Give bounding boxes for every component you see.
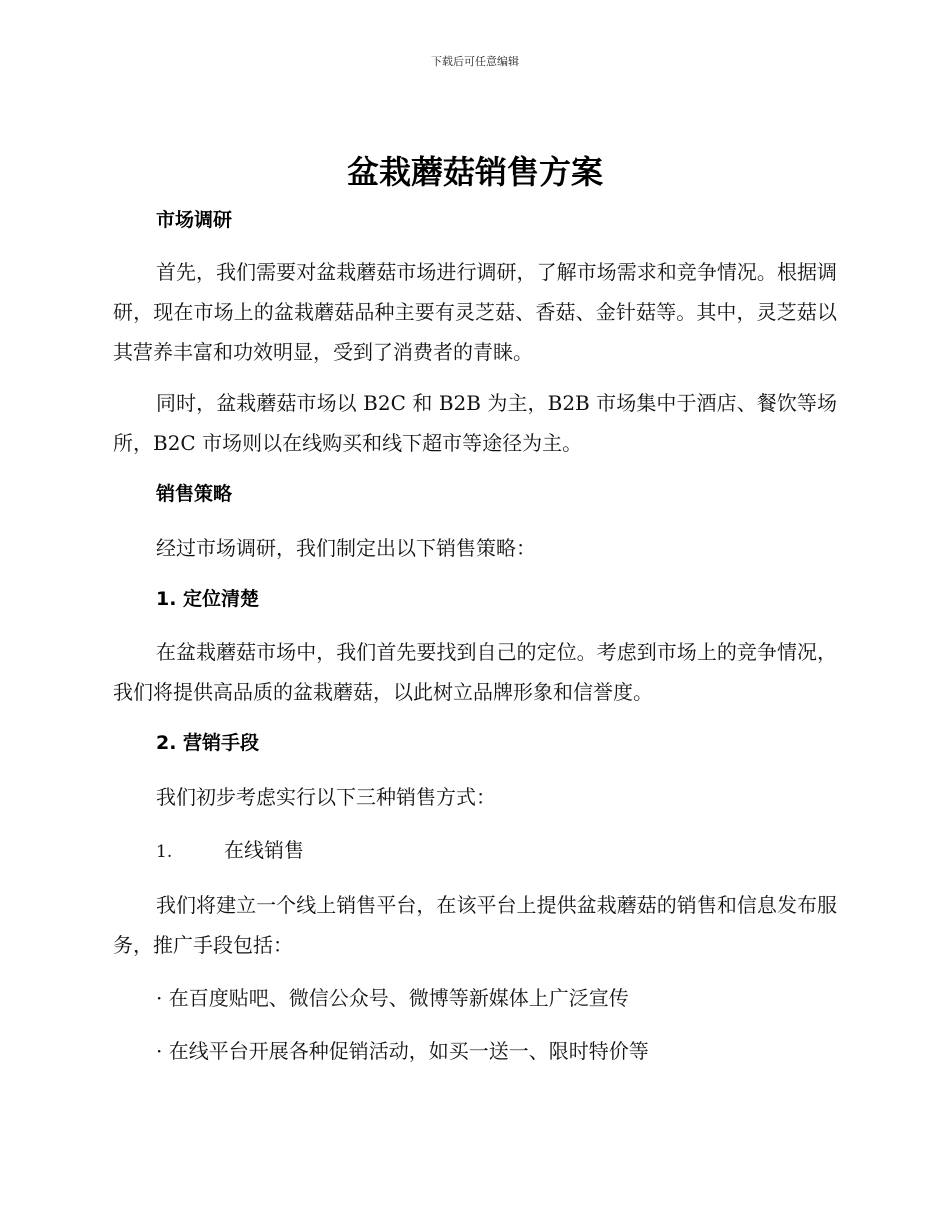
document-body — [113, 202, 837, 1071]
list-item-online-sales — [113, 830, 837, 872]
paragraph-marketing-intro: 我们初步考虑实行以下三种销售方式： — [156, 785, 496, 809]
list-number: 1. — [156, 842, 173, 862]
paragraph-strategy-intro: 经过市场调研，我们制定出以下销售策略： — [156, 536, 536, 560]
document-title: 盆栽蘑菇销售方案 — [346, 153, 603, 191]
paragraph-market-research-2: 同时，盆栽蘑菇市场以 B2C 和 B2B 为主，B2B 市场集中于酒店、餐饮等场所，B2C 市场则以在线购买和线下超市等途径为主。 — [113, 391, 837, 455]
list-item-label: 在线销售 — [224, 838, 304, 862]
paragraph-market-research-1: 首先，我们需要对盆栽蘑菇市场进行调研，了解市场需求和竞争情况。根据调研，现在市场上的盆栽蘑菇品种主要有灵芝菇、香菇、金针菇等。其中，灵芝菇以其营养丰富和功效明显，受到了消费者的青睐。 — [113, 260, 837, 364]
subheading-positioning: 1. 定位清楚 — [156, 588, 260, 610]
bullet-item-media: · 在百度贴吧、微信公众号、微博等新媒体上广泛宣传 — [156, 986, 629, 1010]
paragraph-positioning: 在盆栽蘑菇市场中，我们首先要找到自己的定位。考虑到市场上的竞争情况，我们将提供高品质的盆栽蘑菇，以此树立品牌形象和信誉度。 — [113, 640, 837, 704]
paragraph-online-sales: 我们将建立一个线上销售平台，在该平台上提供盆栽蘑菇的销售和信息发布服务，推广手段包括： — [113, 893, 837, 957]
section-heading-market-research: 市场调研 — [156, 209, 233, 231]
bullet-item-promotions: · 在线平台开展各种促销活动，如买一送一、限时特价等 — [156, 1039, 649, 1063]
page-header: 下载后可任意编辑 — [431, 55, 519, 68]
subheading-marketing: 2. 营销手段 — [156, 732, 260, 754]
section-heading-sales-strategy: 销售策略 — [156, 483, 233, 505]
